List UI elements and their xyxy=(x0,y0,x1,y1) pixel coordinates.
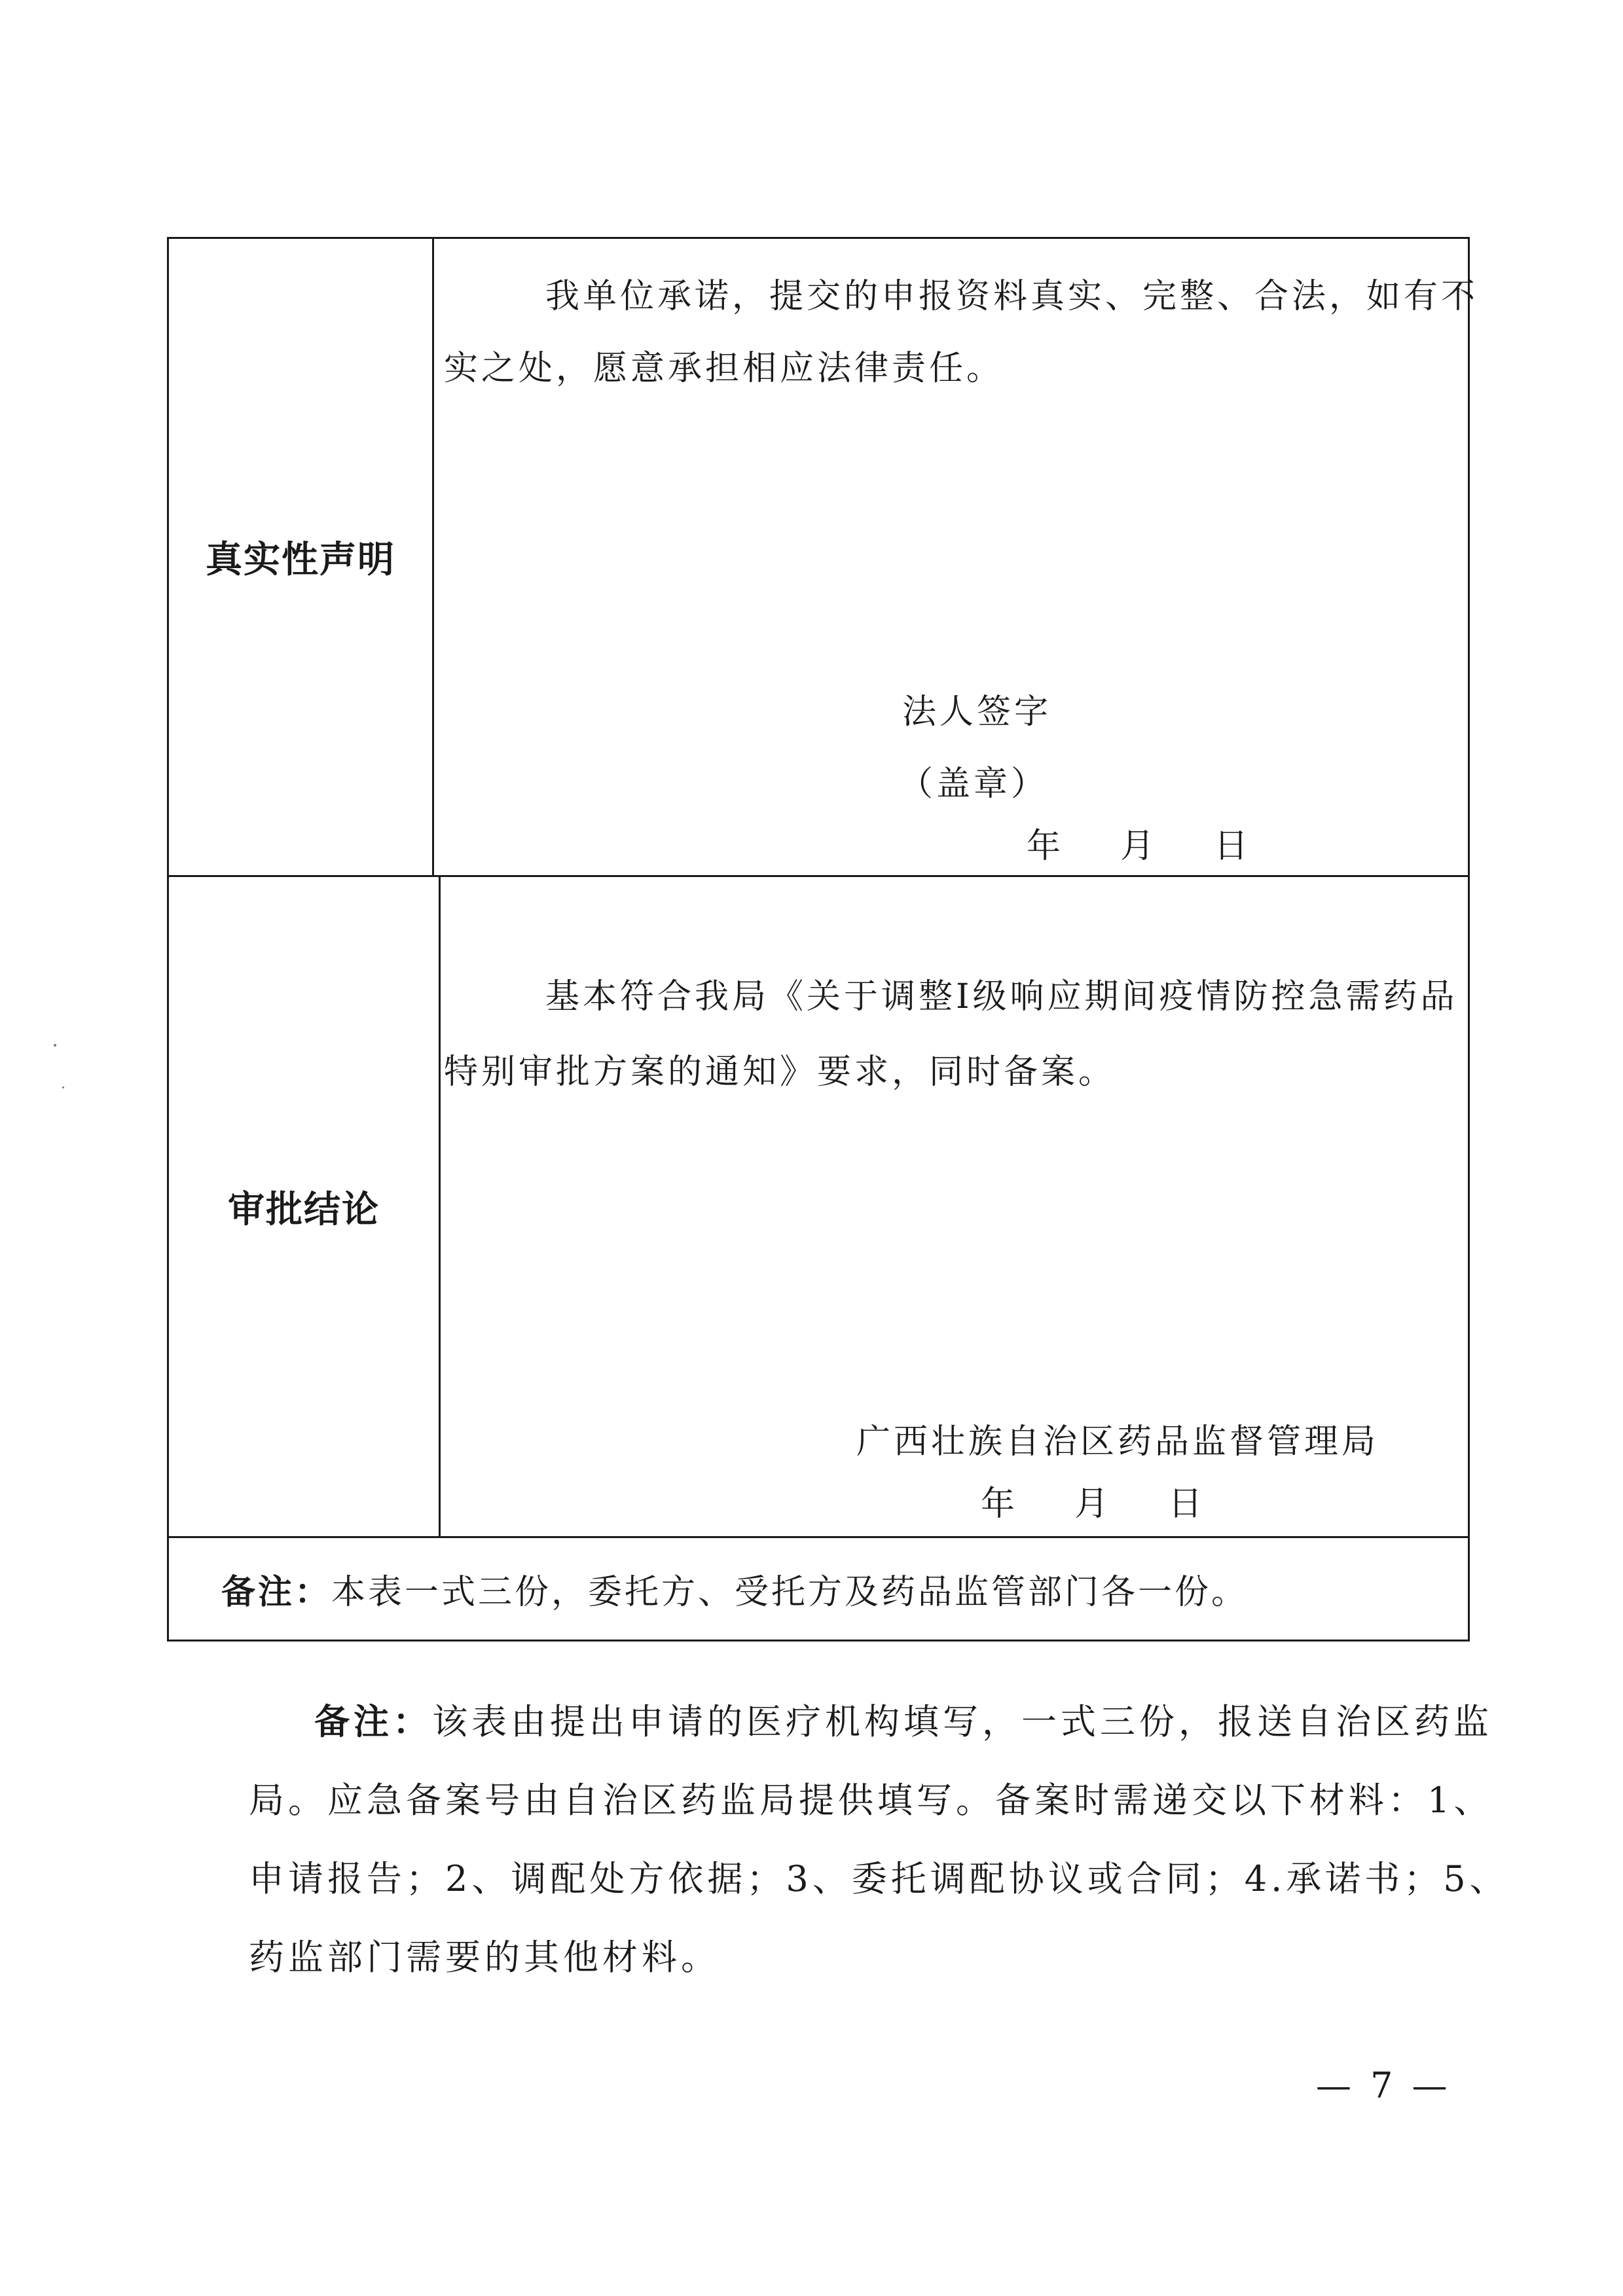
declaration-date: 年 月 日 xyxy=(1027,827,1252,866)
declaration-content xyxy=(434,239,1479,875)
footnote-line1-text: 该表由提出申请的医疗机构填写，一式三份，报送自治区药监 xyxy=(432,1701,1493,1742)
footnote-line4: 药监部门需要的其他材料。 xyxy=(249,1937,720,1978)
approval-label: 审批结论 xyxy=(169,877,441,1536)
approval-content xyxy=(441,877,1468,1536)
filing-form-table xyxy=(167,237,1479,1641)
declaration-statement-line1: 我单位承诺，提交的申报资料真实、完整、合法，如有不 xyxy=(545,277,1479,316)
remark-cell xyxy=(169,1538,1468,1640)
remark-text: 本表一式三份，委托方、受托方及药品监管部门各一份。 xyxy=(331,1573,1249,1612)
scan-speck xyxy=(54,1044,56,1047)
declaration-label: 真实性声明 xyxy=(169,239,434,875)
page-number: — 7 — xyxy=(1316,2065,1451,2106)
legal-rep-signature-label: 法人签字 xyxy=(902,692,1052,732)
footnote-label: 备注： xyxy=(314,1701,432,1742)
approving-authority: 广西壮族自治区药品监督管理局 xyxy=(856,1422,1379,1462)
seal-label: （盖章） xyxy=(899,764,1049,804)
footnote-line3: 申请报告；2、调配处方依据；3、委托调配协议或合同；4.承诺书；5、 xyxy=(249,1858,1509,1899)
footnote-line1 xyxy=(314,1694,1493,1744)
approval-conclusion-line2: 特别审批方案的通知》要求，同时备案。 xyxy=(444,1052,1116,1092)
approval-row xyxy=(169,877,1468,1538)
remark-label: 备注： xyxy=(221,1573,332,1612)
remark-row xyxy=(169,1538,1468,1640)
declaration-statement-line2: 实之处，愿意承担相应法律责任。 xyxy=(444,349,1004,388)
approval-conclusion-line1: 基本符合我局《关于调整Ⅰ级响应期间疫情防控急需药品 xyxy=(545,977,1458,1016)
footnote-line2: 局。应急备案号由自治区药监局提供填写。备案时需递交以下材料：1、 xyxy=(249,1780,1493,1821)
declaration-row xyxy=(169,239,1479,877)
approval-date: 年 月 日 xyxy=(981,1484,1206,1524)
scan-speck xyxy=(62,1086,64,1088)
